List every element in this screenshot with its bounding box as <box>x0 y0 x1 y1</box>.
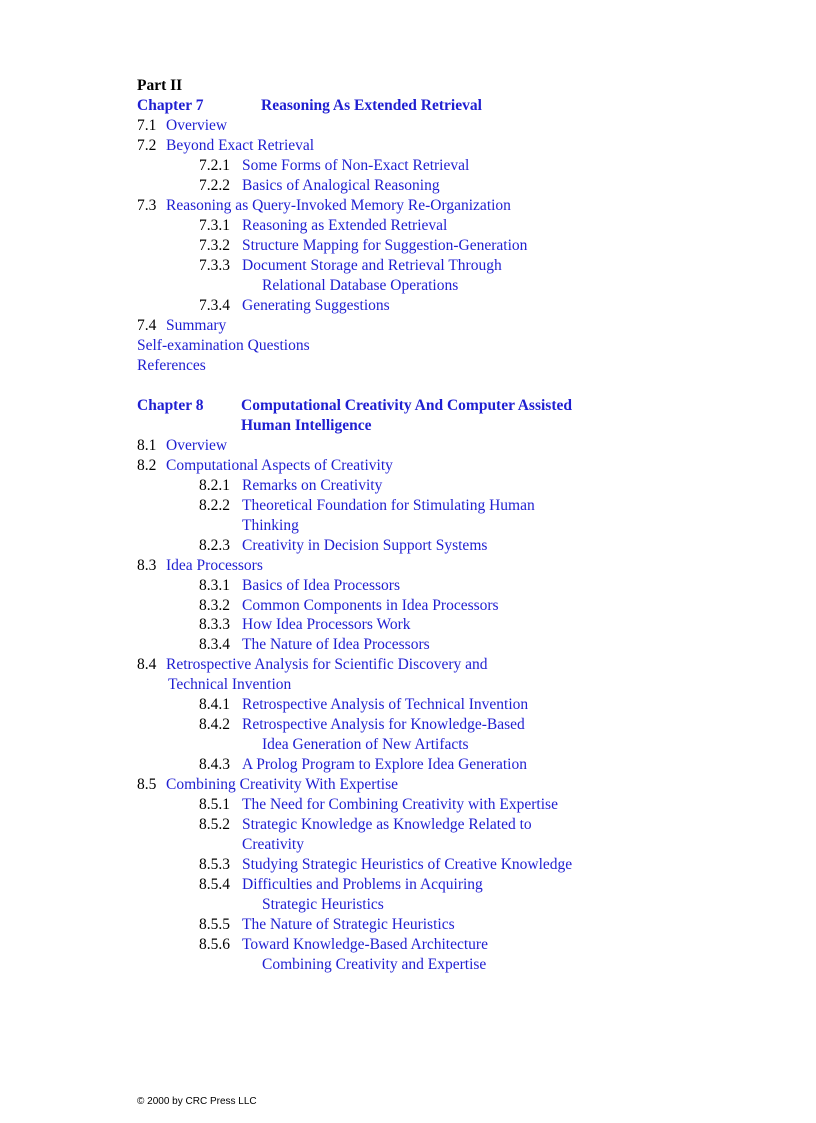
toc-entry-link[interactable]: The Need for Combining Creativity with Expertise <box>242 796 558 813</box>
chapter-8-title-continuation[interactable]: Human Intelligence <box>241 417 372 434</box>
chapter-7-label[interactable]: Chapter 7 <box>137 97 204 114</box>
toc-entry-link[interactable]: Strategic Heuristics <box>262 896 384 913</box>
toc-entry-link[interactable]: Idea Generation of New Artifacts <box>262 736 469 753</box>
toc-entry-link[interactable]: How Idea Processors Work <box>242 616 411 633</box>
toc-entry-link[interactable]: Generating Suggestions <box>242 297 390 314</box>
toc-entry-link[interactable]: Self-examination Questions <box>137 337 310 354</box>
toc-entry-link[interactable]: Computational Aspects of Creativity <box>166 457 393 474</box>
toc-entry-link[interactable]: Beyond Exact Retrieval <box>166 137 315 154</box>
chapter-7-heading[interactable] <box>137 96 537 116</box>
toc-entry-link[interactable]: Remarks on Creativity <box>242 477 383 494</box>
toc-entry-link[interactable]: A Prolog Program to Explore Idea Generation <box>242 756 527 773</box>
toc-entry-link[interactable]: Reasoning as Extended Retrieval <box>242 217 448 234</box>
toc-entry-link[interactable]: Some Forms of Non-Exact Retrieval <box>242 157 470 174</box>
toc-entry-link[interactable]: Toward Knowledge-Based Architecture <box>242 936 488 953</box>
chapter-7-title[interactable]: Reasoning As Extended Retrieval <box>261 97 482 114</box>
toc-entry-link[interactable]: Reasoning as Query-Invoked Memory Re-Organization <box>166 197 511 214</box>
chapter-8-heading[interactable] <box>137 396 637 416</box>
toc-entry-link[interactable]: The Nature of Strategic Heuristics <box>242 916 455 933</box>
toc-entry-link[interactable]: Strategic Knowledge as Knowledge Related to <box>242 816 532 833</box>
toc-entry-link[interactable]: Relational Database Operations <box>262 277 459 294</box>
toc-entry-link[interactable]: Combining Creativity and Expertise <box>262 956 487 973</box>
toc-page: Part II Chapter 7 Reasoning As Extended Retrieval 7.1 Overview 7.2 Beyond Exact Retrieval 7.2.1 Some Forms of Non-Exact Retrieval 7.2.2 Basics of Analogical Reasoning 7.3 Reasoning as Query-Invoked Memory Re-Organization 7.3.1 Reasoning as Extended Retrieval 7.3.2 Structure Mapping for Suggestion-Generation 7.3.3 Document Storage and Retrieval Through Relational Database Operations 7.3.4 Generating Suggestions 7.4 Summary Self-examination Questions References Chapter 8 Computational Creativity And Computer Assisted Human Intelligence 8.1 Overview 8.2 Computational Aspects of Creativity 8.2.1 Remarks on Creativity 8.2.2 Theoretical Foundation for Stimulating Human Thinking 8.2.3 Creativity in Decision Support Systems 8.3 Idea Processors 8.3.1 Basics of Idea Processors 8.3.2 Common Components in Idea Processors 8.3.3 How Idea Processors Work 8.3.4 The Nature of Idea Processors 8.4 Retrospective Analysis for Scientific Discovery and Technical Invention 8.4.1 Retrospective Analysis of Technical Invention 8.4.2 Retrospective Analysis for Knowledge-Based Idea Generation of New Artifacts 8.4.3 A Prolog Program to Explore Idea Generation 8.5 Combining Creativity With Expertise 8.5.1 The Need for Combining Creativity with Expertise 8.5.2 Strategic Knowledge as Knowledge Related to Creativity 8.5.3 Studying Strategic Heuristics of Creative Knowledge 8.5.4 Difficulties and Problems in Acquiring Strategic Heuristics 8.5.5 The Nature of Strategic Heuristics 8.5.6 Toward Knowledge-Based Architecture Combining Creativity and Expertise © 2000 by CRC Press LLC <box>0 0 816 1123</box>
toc-entry-link[interactable]: Structure Mapping for Suggestion-Generation <box>242 237 528 254</box>
toc-entry-link[interactable]: Retrospective Analysis of Technical Invention <box>242 696 529 713</box>
toc-entry-link[interactable]: The Nature of Idea Processors <box>242 636 430 653</box>
chapter-8-label[interactable]: Chapter 8 <box>137 397 204 414</box>
toc-entry-link[interactable]: Difficulties and Problems in Acquiring <box>242 876 483 893</box>
part-heading <box>137 76 182 96</box>
toc-entry-link[interactable]: Summary <box>166 317 227 334</box>
toc-entry-link[interactable]: Common Components in Idea Processors <box>242 597 499 614</box>
toc-entry-link[interactable]: Basics of Analogical Reasoning <box>242 177 440 194</box>
copyright-footer: © 2000 by CRC Press LLC <box>137 1096 257 1107</box>
toc-entry-link[interactable]: Thinking <box>242 517 299 534</box>
toc-entry-link[interactable]: Retrospective Analysis for Knowledge-Based <box>242 716 525 733</box>
toc-entry-link[interactable]: Idea Processors <box>166 557 263 574</box>
toc-entry-link[interactable]: Retrospective Analysis for Scientific Discovery and <box>166 656 488 673</box>
toc-entry-link[interactable]: Creativity <box>242 836 304 853</box>
part-label: Part II <box>137 77 183 94</box>
chapter-8-title[interactable]: Computational Creativity And Computer Assisted <box>241 397 572 414</box>
toc-entry-link[interactable]: Creativity in Decision Support Systems <box>242 537 488 554</box>
toc-entry-link[interactable]: Overview <box>166 437 228 454</box>
toc-entry-link[interactable]: Document Storage and Retrieval Through <box>242 257 502 274</box>
toc-entry-link[interactable]: Overview <box>166 117 228 134</box>
toc-entry-link[interactable]: Technical Invention <box>168 676 292 693</box>
toc-entry-link[interactable]: Combining Creativity With Expertise <box>166 776 398 793</box>
toc-entry-link[interactable]: Theoretical Foundation for Stimulating Human <box>242 497 535 514</box>
toc-entry-link[interactable]: References <box>137 357 206 374</box>
toc-entry-link[interactable]: Studying Strategic Heuristics of Creative Knowledge <box>242 856 573 873</box>
toc-entry-link[interactable]: Basics of Idea Processors <box>242 577 400 594</box>
